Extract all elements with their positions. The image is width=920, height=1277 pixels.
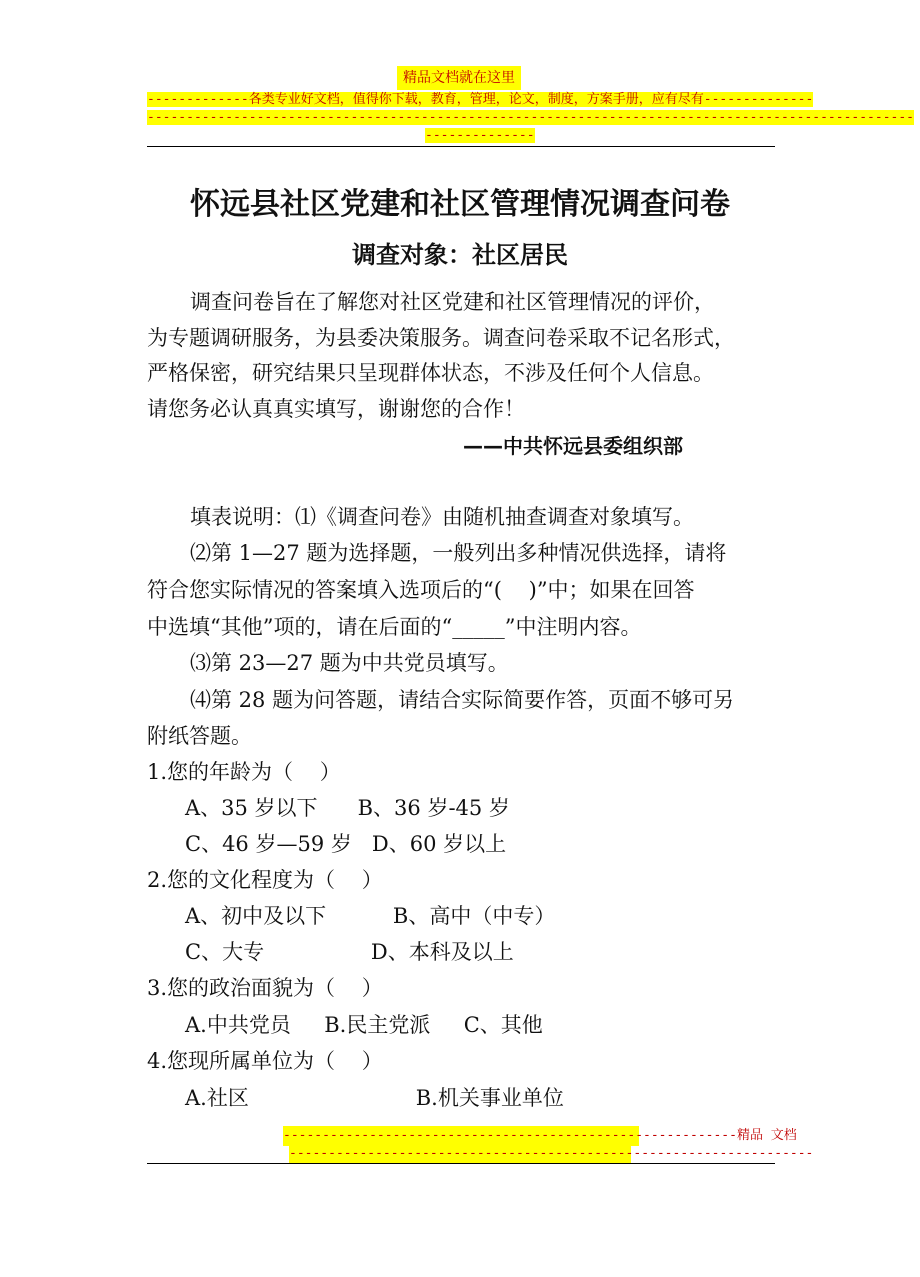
question-2-options: C、大专 D、本科及以上 bbox=[185, 940, 514, 964]
question-1-options: A、35 岁以下 B、36 岁-45 岁 bbox=[185, 796, 510, 820]
intro-line: 调查问卷旨在了解您对社区党建和社区管理情况的评价， bbox=[190, 290, 715, 314]
footer-dash-line: ------------------------------------------------------------------- bbox=[289, 1144, 631, 1164]
header-badge: 精品文档就在这里 bbox=[397, 66, 521, 90]
intro-line: 严格保密，研究结果只呈现群体状态，不涉及任何个人信息。 bbox=[147, 361, 714, 385]
question-4-options: A.社区 B.机关事业单位 bbox=[185, 1086, 564, 1110]
intro-line: 请您务必认真真实填写，谢谢您的合作！ bbox=[147, 397, 525, 421]
footer-rule bbox=[147, 1163, 775, 1164]
header-dash-text: -------------------------------------------------------------------------------------------------- bbox=[147, 110, 915, 125]
footer-brand-line: ----------------------------------------------------------精品 文档 bbox=[283, 1126, 639, 1146]
header-dash-line bbox=[147, 108, 915, 128]
document-subtitle: 调查对象：社区居民 bbox=[352, 241, 568, 269]
instruction-line: 中选填“其他”项的，请在后面的“_____”中注明内容。 bbox=[147, 615, 642, 639]
document-title: 怀远县社区党建和社区管理情况调查问卷 bbox=[190, 187, 730, 222]
question-4: 4.您现所属单位为（ ） bbox=[147, 1049, 383, 1073]
instruction-line: 附纸答题。 bbox=[147, 724, 252, 748]
header-dash-short-text: -------------- bbox=[425, 128, 535, 143]
instruction-line: ⑶第 23—27 题为中共党员填写。 bbox=[190, 651, 509, 675]
question-1-options: C、46 岁—59 岁 D、60 岁以上 bbox=[185, 832, 507, 856]
question-3-options: A.中共党员 B.民主党派 C、其他 bbox=[185, 1013, 543, 1037]
signature: ——中共怀远县委组织部 bbox=[463, 434, 683, 458]
header-rule bbox=[147, 146, 775, 147]
header-banner-line bbox=[147, 90, 814, 110]
instruction-line: ⑵第 1—27 题为选择题，一般列出多种情况供选择，请将 bbox=[190, 541, 727, 565]
intro-line: 为专题调研服务，为县委决策服务。调查问卷采取不记名形式， bbox=[147, 326, 735, 350]
question-3: 3.您的政治面貌为（ ） bbox=[147, 976, 383, 1000]
instruction-line: ⑷第 28 题为问答题，请结合实际简要作答，页面不够可另 bbox=[190, 688, 735, 712]
instruction-line: 填表说明：⑴《调查问卷》由随机抽查调查对象填写。 bbox=[190, 505, 694, 529]
question-1: 1.您的年龄为（ ） bbox=[147, 760, 341, 784]
header-dash-line-short bbox=[425, 126, 535, 146]
instruction-line: 符合您实际情况的答案填入选项后的“( )”中；如果在回答 bbox=[147, 578, 695, 602]
header-banner-text: -------------各类专业好文档，值得你下载，教育，管理，论文，制度，方案手册，应有尽有-------------- bbox=[147, 92, 814, 107]
question-2-options: A、初中及以下 B、高中（中专） bbox=[185, 904, 556, 928]
question-2: 2.您的文化程度为（ ） bbox=[147, 868, 383, 892]
